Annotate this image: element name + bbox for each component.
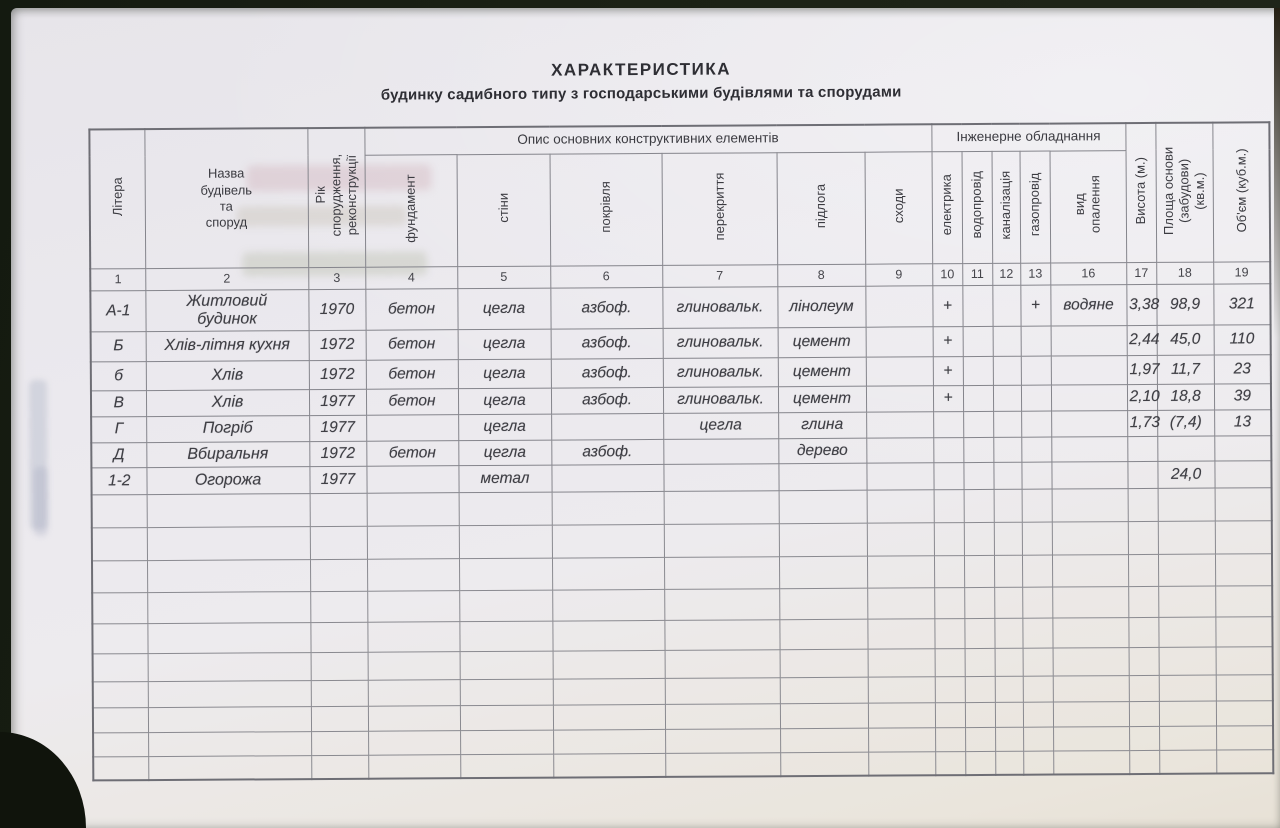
cell-heating bbox=[1051, 325, 1127, 355]
cell-walls: метал bbox=[458, 465, 551, 493]
cell-walls: цегла bbox=[458, 329, 551, 360]
characteristics-table bbox=[88, 121, 1274, 781]
header-year: Рік спорудження, реконструкції bbox=[307, 128, 365, 267]
cell-name: Хлів bbox=[146, 389, 309, 416]
cell-heating bbox=[1051, 461, 1127, 488]
cell-volume: 39 bbox=[1214, 383, 1271, 409]
cell-year: 1972 bbox=[309, 360, 366, 389]
cell-litera: Г bbox=[91, 416, 146, 442]
cell-walls: цегла bbox=[458, 414, 551, 441]
cell-water bbox=[963, 385, 993, 411]
column-number: 6 bbox=[550, 265, 662, 288]
column-number: 3 bbox=[308, 267, 365, 289]
cell-area: 18,8 bbox=[1157, 384, 1214, 410]
cell-gas bbox=[1021, 326, 1051, 356]
cell-foundation bbox=[366, 414, 458, 441]
header-area: Площа основи (забудови) (кв.м.) bbox=[1155, 123, 1213, 262]
column-number: 2 bbox=[145, 267, 308, 290]
cell-electricity: + bbox=[932, 285, 962, 326]
cell-ceiling: глиновальк. bbox=[663, 386, 778, 413]
cell-litera: б bbox=[91, 361, 146, 390]
cell-roof bbox=[551, 413, 663, 440]
cell-area: 45,0 bbox=[1157, 325, 1214, 355]
cell-gas: + bbox=[1020, 285, 1050, 326]
cell-foundation bbox=[366, 465, 458, 493]
cell-water bbox=[963, 462, 993, 489]
cell-foundation: бетон bbox=[366, 388, 458, 415]
cell-ceiling: цегла bbox=[663, 412, 778, 439]
cell-ceiling bbox=[663, 463, 778, 491]
header-heating: вид опалення bbox=[1050, 150, 1127, 262]
cell-year: 1972 bbox=[309, 441, 366, 466]
cell-gas bbox=[1021, 356, 1051, 385]
cell-electricity bbox=[933, 437, 963, 462]
cell-roof: азбоф. bbox=[551, 328, 663, 359]
document-page bbox=[11, 8, 1280, 828]
cell-height: 3,38 bbox=[1126, 284, 1156, 325]
ink-bleedthrough bbox=[33, 467, 47, 537]
cell-area bbox=[1157, 436, 1214, 461]
cell-area: 98,9 bbox=[1156, 284, 1213, 325]
cell-litera: А-1 bbox=[90, 290, 145, 331]
cell-ceiling: глиновальк. bbox=[663, 327, 778, 358]
cell-ceiling: глиновальк. bbox=[663, 357, 778, 387]
cell-stairs bbox=[866, 356, 933, 385]
cell-litera: Б bbox=[91, 331, 146, 361]
cell-litera: В bbox=[91, 390, 146, 416]
cell-stairs bbox=[865, 285, 932, 326]
column-number: 18 bbox=[1156, 262, 1213, 284]
cell-foundation: бетон bbox=[365, 288, 457, 330]
cell-year: 1977 bbox=[309, 466, 366, 493]
cell-roof bbox=[551, 464, 663, 492]
header-sewer: каналізація bbox=[992, 151, 1021, 263]
cell-volume bbox=[1215, 460, 1272, 487]
cell-height bbox=[1128, 461, 1158, 488]
page-content bbox=[11, 4, 1280, 828]
column-number: 5 bbox=[457, 266, 550, 289]
cell-floor: лінолеум bbox=[777, 286, 865, 328]
cell-electricity: + bbox=[933, 326, 963, 356]
cell-foundation: бетон bbox=[366, 329, 458, 360]
header-gas: газопровід bbox=[1020, 151, 1051, 263]
cell-gas bbox=[1021, 462, 1051, 489]
cell-height: 2,10 bbox=[1127, 384, 1157, 410]
cell-sewer bbox=[993, 411, 1021, 437]
cell-height bbox=[1127, 436, 1157, 461]
cell-gas bbox=[1021, 411, 1051, 437]
cell-name: Житловий будинок bbox=[145, 289, 308, 331]
column-number: 13 bbox=[1020, 263, 1050, 285]
cell-heating bbox=[1051, 355, 1127, 384]
cell-roof: азбоф. bbox=[550, 287, 662, 329]
cell-sewer bbox=[993, 437, 1021, 462]
cell-walls: цегла bbox=[458, 359, 551, 389]
header-litera: Літера bbox=[89, 129, 145, 268]
cell-year: 1972 bbox=[309, 330, 366, 360]
column-number: 12 bbox=[992, 263, 1020, 285]
column-number: 1 bbox=[90, 268, 145, 290]
header-stairs: сходи bbox=[865, 151, 933, 263]
column-number: 11 bbox=[962, 263, 992, 285]
header-roof: покрівля bbox=[550, 153, 663, 266]
ink-bleedthrough bbox=[29, 380, 48, 530]
cell-gas bbox=[1021, 437, 1051, 462]
cell-name: Погріб bbox=[146, 415, 309, 442]
cell-name: Хлів bbox=[146, 360, 309, 390]
cell-floor: глина bbox=[778, 412, 866, 439]
table-row bbox=[90, 283, 1270, 331]
header-name: Назва будівель та споруд bbox=[144, 128, 308, 268]
cell-electricity bbox=[933, 411, 963, 437]
cell-sewer bbox=[993, 326, 1021, 356]
cell-height: 1,73 bbox=[1127, 410, 1157, 436]
photo-edge-shadow bbox=[1274, 8, 1280, 338]
cell-area: (7,4) bbox=[1157, 410, 1214, 436]
cell-roof: азбоф. bbox=[551, 387, 663, 414]
document-subtitle: будинку садибного типу з господарськими будівлями та спорудами bbox=[380, 83, 902, 104]
cell-sewer bbox=[993, 356, 1021, 385]
cell-sewer bbox=[992, 285, 1020, 326]
cell-sewer bbox=[993, 462, 1021, 489]
cell-water bbox=[963, 437, 993, 462]
cell-water bbox=[963, 326, 993, 356]
cell-volume: 321 bbox=[1213, 283, 1270, 324]
cell-gas bbox=[1021, 385, 1051, 411]
cell-litera: Д bbox=[91, 442, 146, 467]
cell-stairs bbox=[866, 411, 933, 437]
header-foundation: фундамент bbox=[365, 154, 458, 267]
table-body bbox=[90, 283, 1273, 780]
cell-name: Хлів-літня кухня bbox=[146, 330, 309, 361]
cell-area: 24,0 bbox=[1158, 461, 1215, 488]
cell-height: 2,44 bbox=[1127, 325, 1157, 355]
header-floor: підлога bbox=[777, 152, 866, 265]
cell-walls: цегла bbox=[457, 288, 550, 330]
cell-floor: дерево bbox=[778, 438, 866, 464]
column-number: 10 bbox=[932, 263, 962, 285]
column-number: 8 bbox=[777, 264, 865, 287]
cell-heating bbox=[1051, 384, 1127, 410]
cell-volume: 110 bbox=[1214, 324, 1271, 354]
column-number: 17 bbox=[1126, 262, 1156, 284]
cell-area: 11,7 bbox=[1157, 355, 1214, 384]
cell-stairs bbox=[866, 385, 933, 411]
cell-volume bbox=[1214, 435, 1271, 460]
header-water: водопровід bbox=[962, 151, 993, 263]
header-volume: Об'єм (куб.м.) bbox=[1212, 122, 1270, 261]
cell-floor: цемент bbox=[778, 357, 866, 387]
cell-electricity: + bbox=[933, 356, 963, 385]
cell-foundation: бетон bbox=[366, 359, 458, 389]
cell-floor: цемент bbox=[778, 386, 866, 413]
cell-volume: 13 bbox=[1214, 409, 1271, 435]
cell-roof: азбоф. bbox=[551, 439, 663, 465]
cell-walls: цегла bbox=[458, 388, 551, 415]
column-number: 4 bbox=[365, 266, 457, 289]
header-group-engineering: Інженерне обладнання bbox=[931, 123, 1125, 151]
header-electricity: електрика bbox=[932, 151, 963, 263]
cell-walls: цегла bbox=[458, 440, 551, 466]
document-title: ХАРАКТЕРИСТИКА bbox=[550, 59, 732, 80]
cell-heating bbox=[1051, 410, 1127, 436]
cell-heating: водяне bbox=[1050, 284, 1126, 325]
cell-height: 1,97 bbox=[1127, 355, 1157, 384]
cell-electricity bbox=[933, 462, 963, 489]
cell-foundation: бетон bbox=[366, 440, 458, 466]
cell-floor: цемент bbox=[778, 327, 866, 358]
header-walls: стіни bbox=[457, 154, 551, 267]
cell-stairs bbox=[866, 326, 933, 356]
cell-name: Вбиральня bbox=[146, 441, 309, 467]
cell-heating bbox=[1051, 436, 1127, 461]
cell-floor bbox=[778, 463, 866, 491]
header-height: Висота (м.) bbox=[1125, 123, 1156, 262]
cell-stairs bbox=[866, 437, 933, 462]
cell-water bbox=[963, 356, 993, 385]
column-number: 9 bbox=[865, 263, 932, 285]
cell-year: 1970 bbox=[308, 289, 365, 330]
cell-water bbox=[963, 411, 993, 437]
header-ceiling: перекриття bbox=[662, 152, 778, 265]
cell-electricity: + bbox=[933, 385, 963, 411]
cell-stairs bbox=[866, 462, 933, 489]
cell-volume: 23 bbox=[1214, 354, 1271, 383]
cell-water bbox=[962, 285, 992, 326]
title-block bbox=[11, 56, 1271, 106]
column-number: 7 bbox=[662, 264, 777, 287]
header-group-construction: Опис основних конструктивних елементів bbox=[364, 124, 931, 154]
cell-ceiling bbox=[663, 438, 778, 464]
cell-sewer bbox=[993, 385, 1021, 411]
cell-name: Огорожа bbox=[146, 466, 309, 494]
cell-ceiling: глиновальк. bbox=[662, 286, 777, 328]
column-number: 16 bbox=[1050, 262, 1126, 284]
cell-year: 1977 bbox=[309, 415, 366, 441]
cell-year: 1977 bbox=[309, 389, 366, 415]
cell-roof: азбоф. bbox=[551, 358, 663, 388]
column-number: 19 bbox=[1213, 261, 1270, 283]
cell-litera: 1-2 bbox=[91, 467, 146, 494]
